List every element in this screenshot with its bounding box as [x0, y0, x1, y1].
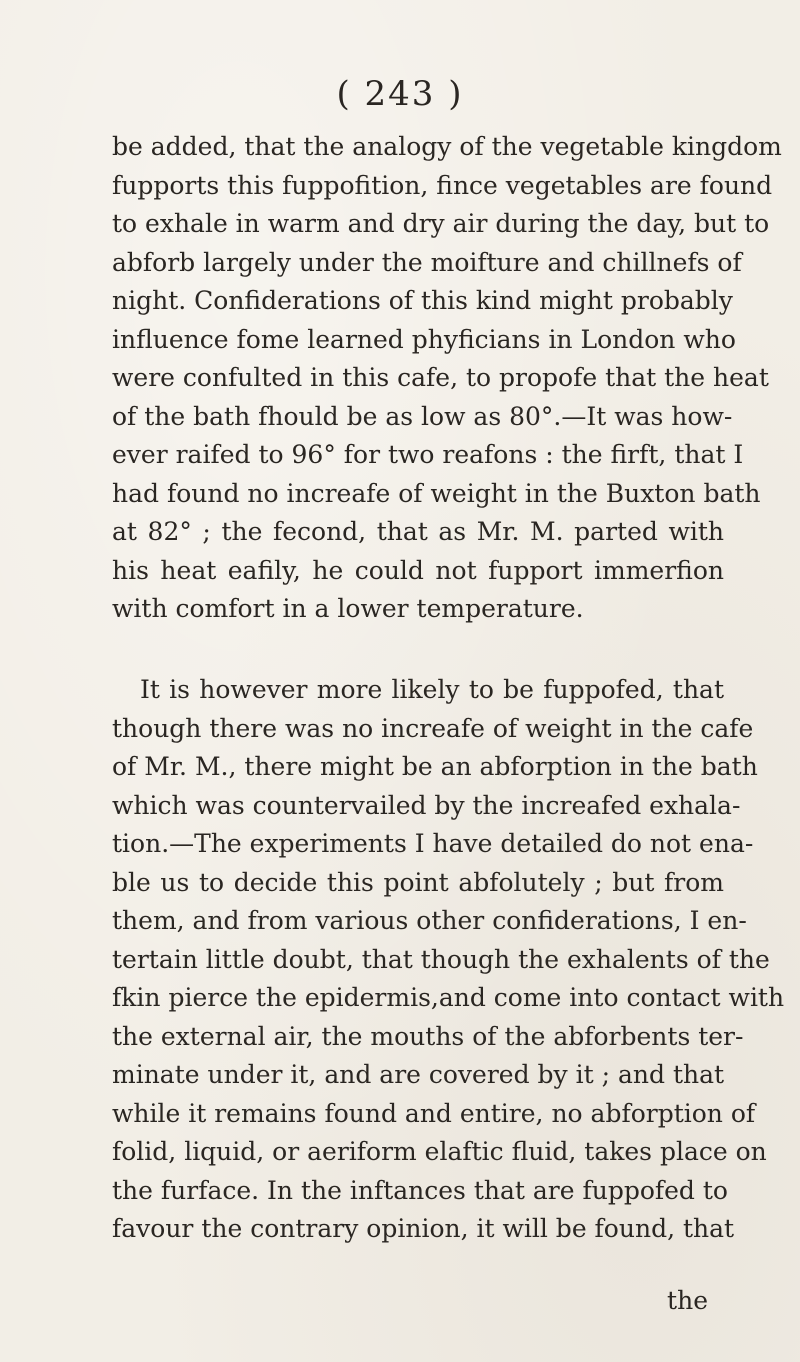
text-line: folid, liquid, or aeriform elaftic fluid, takes place on: [112, 1137, 767, 1166]
paragraph-2: [112, 671, 785, 1249]
text-line: fkin pierce the epidermis,and come into contact with: [112, 983, 785, 1012]
page-number: ( 243 ): [336, 74, 464, 114]
text-line: fupports this fuppofition, fince vegetables are found: [112, 170, 773, 200]
text-line: which was countervailed by the increafed exhala-: [112, 790, 741, 820]
text-line: night. Confiderations of this kind might probably: [112, 286, 733, 315]
text-line: be added, that the analogy of the vegetable kingdom: [112, 132, 782, 161]
text-line: had found no increafe of weight in the Buxton bath: [112, 478, 761, 508]
text-line: favour the contrary opinion, it will be found, that: [112, 1214, 735, 1243]
catchword: the: [667, 1286, 708, 1315]
text-line: the furface. In the inftances that are fuppofed to: [112, 1175, 728, 1205]
text-line: tertain little doubt, that though the exhalents of the: [112, 944, 770, 974]
paragraph-1: [112, 128, 782, 629]
text-line: were confulted in this cafe, to propofe that the heat: [112, 363, 769, 392]
text-line: at 82° ; the fecond, that as Mr. M. parted with: [112, 517, 724, 546]
text-line: of Mr. M., there might be an abforption in the bath: [112, 752, 758, 781]
text-line: of the bath fhould be as low as 80°.—It was how-: [112, 401, 733, 431]
text-line: his heat eafily, he could not fupport immerfion: [112, 555, 724, 585]
text-line: tion.—The experiments I have detailed do not ena-: [112, 829, 754, 858]
text-line: ble us to decide this point abfolutely ; but from: [112, 867, 724, 897]
text-line: ever raifed to 96° for two reafons : the firft, that I: [112, 440, 744, 469]
text-line: the external air, the mouths of the abforbents ter-: [112, 1021, 744, 1051]
text-line: to exhale in warm and dry air during the day, but to: [112, 209, 770, 238]
text-line: abforb largely under the moifture and chillnefs of: [112, 247, 742, 277]
text-line: them, and from various other confiderations, I en-: [112, 906, 747, 935]
text-line: while it remains found and entire, no abforption of: [112, 1098, 756, 1128]
text-line: though there was no increafe of weight in the cafe: [112, 713, 754, 743]
text-line: influence fome learned phyficians in London who: [112, 324, 736, 354]
text-line: with comfort in a lower temperature.: [112, 594, 584, 623]
text-line: It is however more likely to be fuppofed, that: [140, 675, 724, 704]
text-line: minate under it, and are covered by it ; and that: [112, 1060, 725, 1089]
